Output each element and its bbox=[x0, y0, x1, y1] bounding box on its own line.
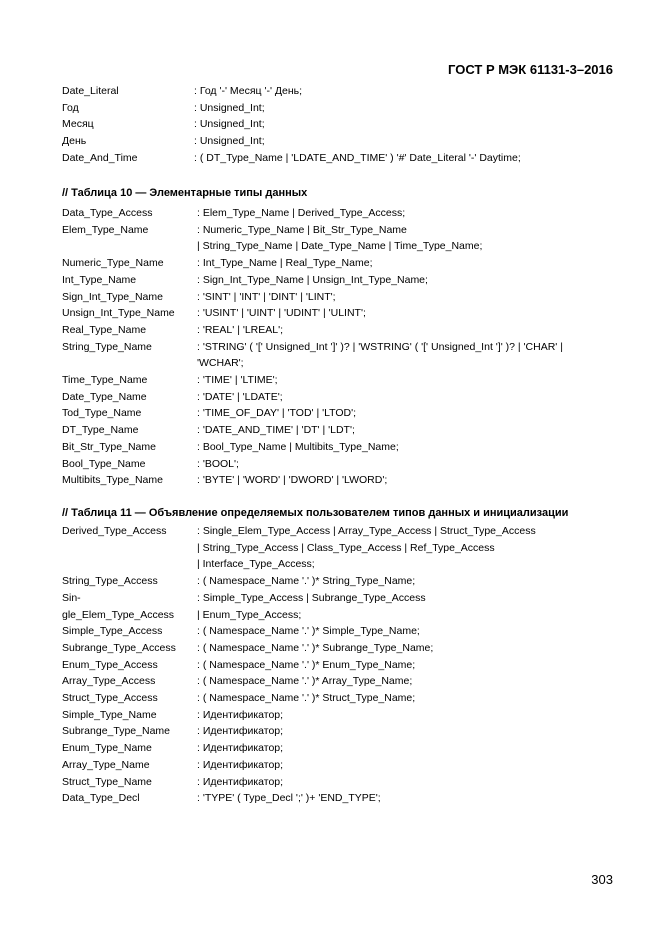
rule-definition: : ( Namespace_Name '.' )* String_Type_Name; bbox=[197, 575, 416, 588]
rule-name: Subrange_Type_Access bbox=[62, 641, 176, 654]
date-literal-block bbox=[62, 83, 521, 167]
rule-definition: : 'SINT' | 'INT' | 'DINT' | 'LINT'; bbox=[197, 290, 336, 303]
rule-name: Date_And_Time bbox=[62, 151, 138, 164]
rule-name: Enum_Type_Name bbox=[62, 742, 152, 755]
rule-name: String_Type_Access bbox=[62, 575, 158, 588]
rule-definition: | String_Type_Access | Class_Type_Access | Ref_Type_Access bbox=[197, 541, 495, 554]
grammar-rule-row bbox=[62, 590, 602, 607]
rule-definition: : 'STRING' ( '[' Unsigned_Int ']' )? | 'WSTRING' ( '[' Unsigned_Int ']' )? | 'CHAR' | bbox=[197, 340, 563, 353]
rule-name: gle_Elem_Type_Access bbox=[62, 608, 175, 621]
rule-name: Enum_Type_Access bbox=[62, 658, 158, 671]
rule-name: Date_Type_Name bbox=[62, 390, 147, 403]
rule-definition: : Simple_Type_Access | Subrange_Type_Access bbox=[197, 591, 426, 604]
rule-definition: : 'TIME_OF_DAY' | 'TOD' | 'LTOD'; bbox=[197, 407, 357, 420]
rule-name: Elem_Type_Name bbox=[62, 223, 149, 236]
rule-name: Simple_Type_Name bbox=[62, 708, 157, 721]
rule-name: Bool_Type_Name bbox=[62, 457, 146, 470]
rule-definition: : 'BOOL'; bbox=[197, 457, 239, 470]
grammar-rule-row bbox=[62, 133, 521, 150]
rule-name: Sin- bbox=[62, 591, 81, 604]
rule-name: Array_Type_Name bbox=[62, 758, 150, 771]
rule-name: String_Type_Name bbox=[62, 340, 152, 353]
grammar-rule-row bbox=[62, 116, 521, 133]
rule-name: Data_Type_Decl bbox=[62, 792, 140, 805]
rule-definition: : ( Namespace_Name '.' )* Subrange_Type_Name; bbox=[197, 641, 434, 654]
rule-name: Date_Literal bbox=[62, 85, 119, 97]
rule-definition: : Идентификатор; bbox=[197, 775, 284, 788]
rule-definition: : 'USINT' | 'UINT' | 'UDINT' | 'ULINT'; bbox=[197, 307, 366, 320]
grammar-rule-row bbox=[62, 439, 563, 456]
grammar-rule-row bbox=[62, 740, 602, 757]
rule-name: Real_Type_Name bbox=[62, 323, 147, 336]
rule-definition: : Идентификатор; bbox=[197, 742, 284, 755]
grammar-rule-row bbox=[62, 83, 521, 100]
rule-name: Subrange_Type_Name bbox=[62, 725, 170, 738]
grammar-rule-row bbox=[62, 205, 563, 222]
grammar-rule-row bbox=[62, 272, 563, 289]
rule-name: Месяц bbox=[62, 118, 94, 131]
rule-name: Struct_Type_Access bbox=[62, 692, 158, 705]
grammar-rule-row bbox=[62, 255, 563, 272]
grammar-rule-row bbox=[62, 573, 602, 590]
rule-definition: : ( DT_Type_Name | 'LDATE_AND_TIME' ) '#' Date_Literal '-' Daytime; bbox=[194, 151, 521, 164]
grammar-rule-row bbox=[62, 607, 602, 624]
rule-definition: | Enum_Type_Access; bbox=[197, 608, 302, 621]
grammar-rule-row bbox=[62, 355, 563, 372]
grammar-rule-row bbox=[62, 774, 602, 791]
rule-name: Год bbox=[62, 101, 79, 114]
grammar-rule-row bbox=[62, 690, 602, 707]
table-11-section bbox=[62, 505, 602, 807]
grammar-rule-row bbox=[62, 790, 602, 807]
grammar-rule-row bbox=[62, 723, 602, 740]
rule-definition: : Unsigned_Int; bbox=[194, 101, 265, 114]
rule-definition: : Идентификатор; bbox=[197, 725, 284, 738]
grammar-rule-row bbox=[62, 405, 563, 422]
rule-name: Tod_Type_Name bbox=[62, 407, 142, 420]
grammar-rule-row bbox=[62, 372, 563, 389]
rule-definition: : 'TYPE' ( Type_Decl ';' )+ 'END_TYPE'; bbox=[197, 792, 381, 805]
grammar-rule-row bbox=[62, 472, 563, 489]
table-11-rows bbox=[62, 523, 602, 807]
table-10-section bbox=[62, 185, 563, 489]
rule-definition: : Single_Elem_Type_Access | Array_Type_Access | Struct_Type_Access bbox=[197, 525, 536, 537]
grammar-rule-row bbox=[62, 305, 563, 322]
grammar-rule-row bbox=[62, 556, 602, 573]
grammar-rule-row bbox=[62, 623, 602, 640]
grammar-rule-row bbox=[62, 238, 563, 255]
grammar-rule-row bbox=[62, 150, 521, 167]
rule-definition: : Год '-' Месяц '-' День; bbox=[194, 85, 303, 97]
rule-definition: : Bool_Type_Name | Multibits_Type_Name; bbox=[197, 440, 399, 453]
rule-name: DT_Type_Name bbox=[62, 424, 139, 437]
grammar-rule-row bbox=[62, 289, 563, 306]
grammar-rule-row bbox=[62, 322, 563, 339]
document-header: ГОСТ Р МЭК 61131-3–2016 bbox=[448, 62, 613, 77]
rule-name: День bbox=[62, 135, 87, 148]
section-title-table-10: // Таблица 10 — Элементарные типы данных bbox=[62, 187, 308, 199]
table-10-rows bbox=[62, 205, 563, 489]
grammar-rule-row bbox=[62, 222, 563, 239]
grammar-rule-row bbox=[62, 757, 602, 774]
rule-name bbox=[62, 556, 197, 573]
rule-name: Struct_Type_Name bbox=[62, 775, 152, 788]
rule-definition: : Sign_Int_Type_Name | Unsign_Int_Type_Name; bbox=[197, 273, 428, 286]
rule-definition: : Unsigned_Int; bbox=[194, 118, 265, 131]
rule-definition: : 'DATE_AND_TIME' | 'DT' | 'LDT'; bbox=[197, 424, 355, 437]
rule-definition: : Numeric_Type_Name | Bit_Str_Type_Name bbox=[197, 223, 407, 236]
rule-name: Numeric_Type_Name bbox=[62, 257, 164, 270]
grammar-rule-row bbox=[62, 540, 602, 557]
rule-definition: : Int_Type_Name | Real_Type_Name; bbox=[197, 257, 373, 270]
grammar-rule-row bbox=[62, 100, 521, 117]
grammar-rule-row bbox=[62, 456, 563, 473]
rule-definition: : ( Namespace_Name '.' )* Array_Type_Name; bbox=[197, 675, 413, 688]
grammar-rule-row bbox=[62, 640, 602, 657]
rule-definition: 'WCHAR'; bbox=[197, 357, 244, 370]
rule-definition: : 'TIME' | 'LTIME'; bbox=[197, 374, 278, 387]
rule-name: Time_Type_Name bbox=[62, 374, 148, 387]
rule-name: Array_Type_Access bbox=[62, 675, 156, 688]
grammar-rule-row bbox=[62, 707, 602, 724]
section-title-table-11: // Таблица 11 — Объявление определяемых пользователем типов данных и инициализации bbox=[62, 507, 569, 519]
rule-definition: : Elem_Type_Name | Derived_Type_Access; bbox=[197, 207, 406, 219]
rule-definition: : Unsigned_Int; bbox=[194, 135, 265, 148]
rule-definition: : Идентификатор; bbox=[197, 708, 284, 721]
rule-name: Unsign_Int_Type_Name bbox=[62, 307, 175, 320]
rule-name: Data_Type_Access bbox=[62, 207, 153, 219]
grammar-rule-row bbox=[62, 657, 602, 674]
rule-name: Multibits_Type_Name bbox=[62, 474, 163, 487]
rule-name: Derived_Type_Access bbox=[62, 525, 167, 537]
rule-name bbox=[62, 355, 197, 372]
grammar-rule-row bbox=[62, 339, 563, 356]
rule-definition: : ( Namespace_Name '.' )* Struct_Type_Name; bbox=[197, 692, 416, 705]
grammar-rule-row bbox=[62, 422, 563, 439]
rule-definition: : 'DATE' | 'LDATE'; bbox=[197, 390, 283, 403]
rule-definition: : 'REAL' | 'LREAL'; bbox=[197, 323, 284, 336]
grammar-rule-row bbox=[62, 673, 602, 690]
rule-name: Int_Type_Name bbox=[62, 273, 137, 286]
rule-definition: | Interface_Type_Access; bbox=[197, 558, 315, 571]
rule-name bbox=[62, 540, 197, 557]
rule-name bbox=[62, 238, 197, 255]
rule-definition: : Идентификатор; bbox=[197, 758, 284, 771]
rule-definition: | String_Type_Name | Date_Type_Name | Time_Type_Name; bbox=[197, 240, 483, 253]
page-number: 303 bbox=[591, 872, 613, 887]
rule-name: Bit_Str_Type_Name bbox=[62, 440, 156, 453]
grammar-rule-row bbox=[62, 389, 563, 406]
rule-definition: : ( Namespace_Name '.' )* Enum_Type_Name; bbox=[197, 658, 416, 671]
rule-definition: : ( Namespace_Name '.' )* Simple_Type_Name; bbox=[197, 625, 420, 638]
grammar-rule-row bbox=[62, 523, 602, 540]
rule-name: Simple_Type_Access bbox=[62, 625, 163, 638]
rule-definition: : 'BYTE' | 'WORD' | 'DWORD' | 'LWORD'; bbox=[197, 474, 388, 487]
rule-name: Sign_Int_Type_Name bbox=[62, 290, 163, 303]
